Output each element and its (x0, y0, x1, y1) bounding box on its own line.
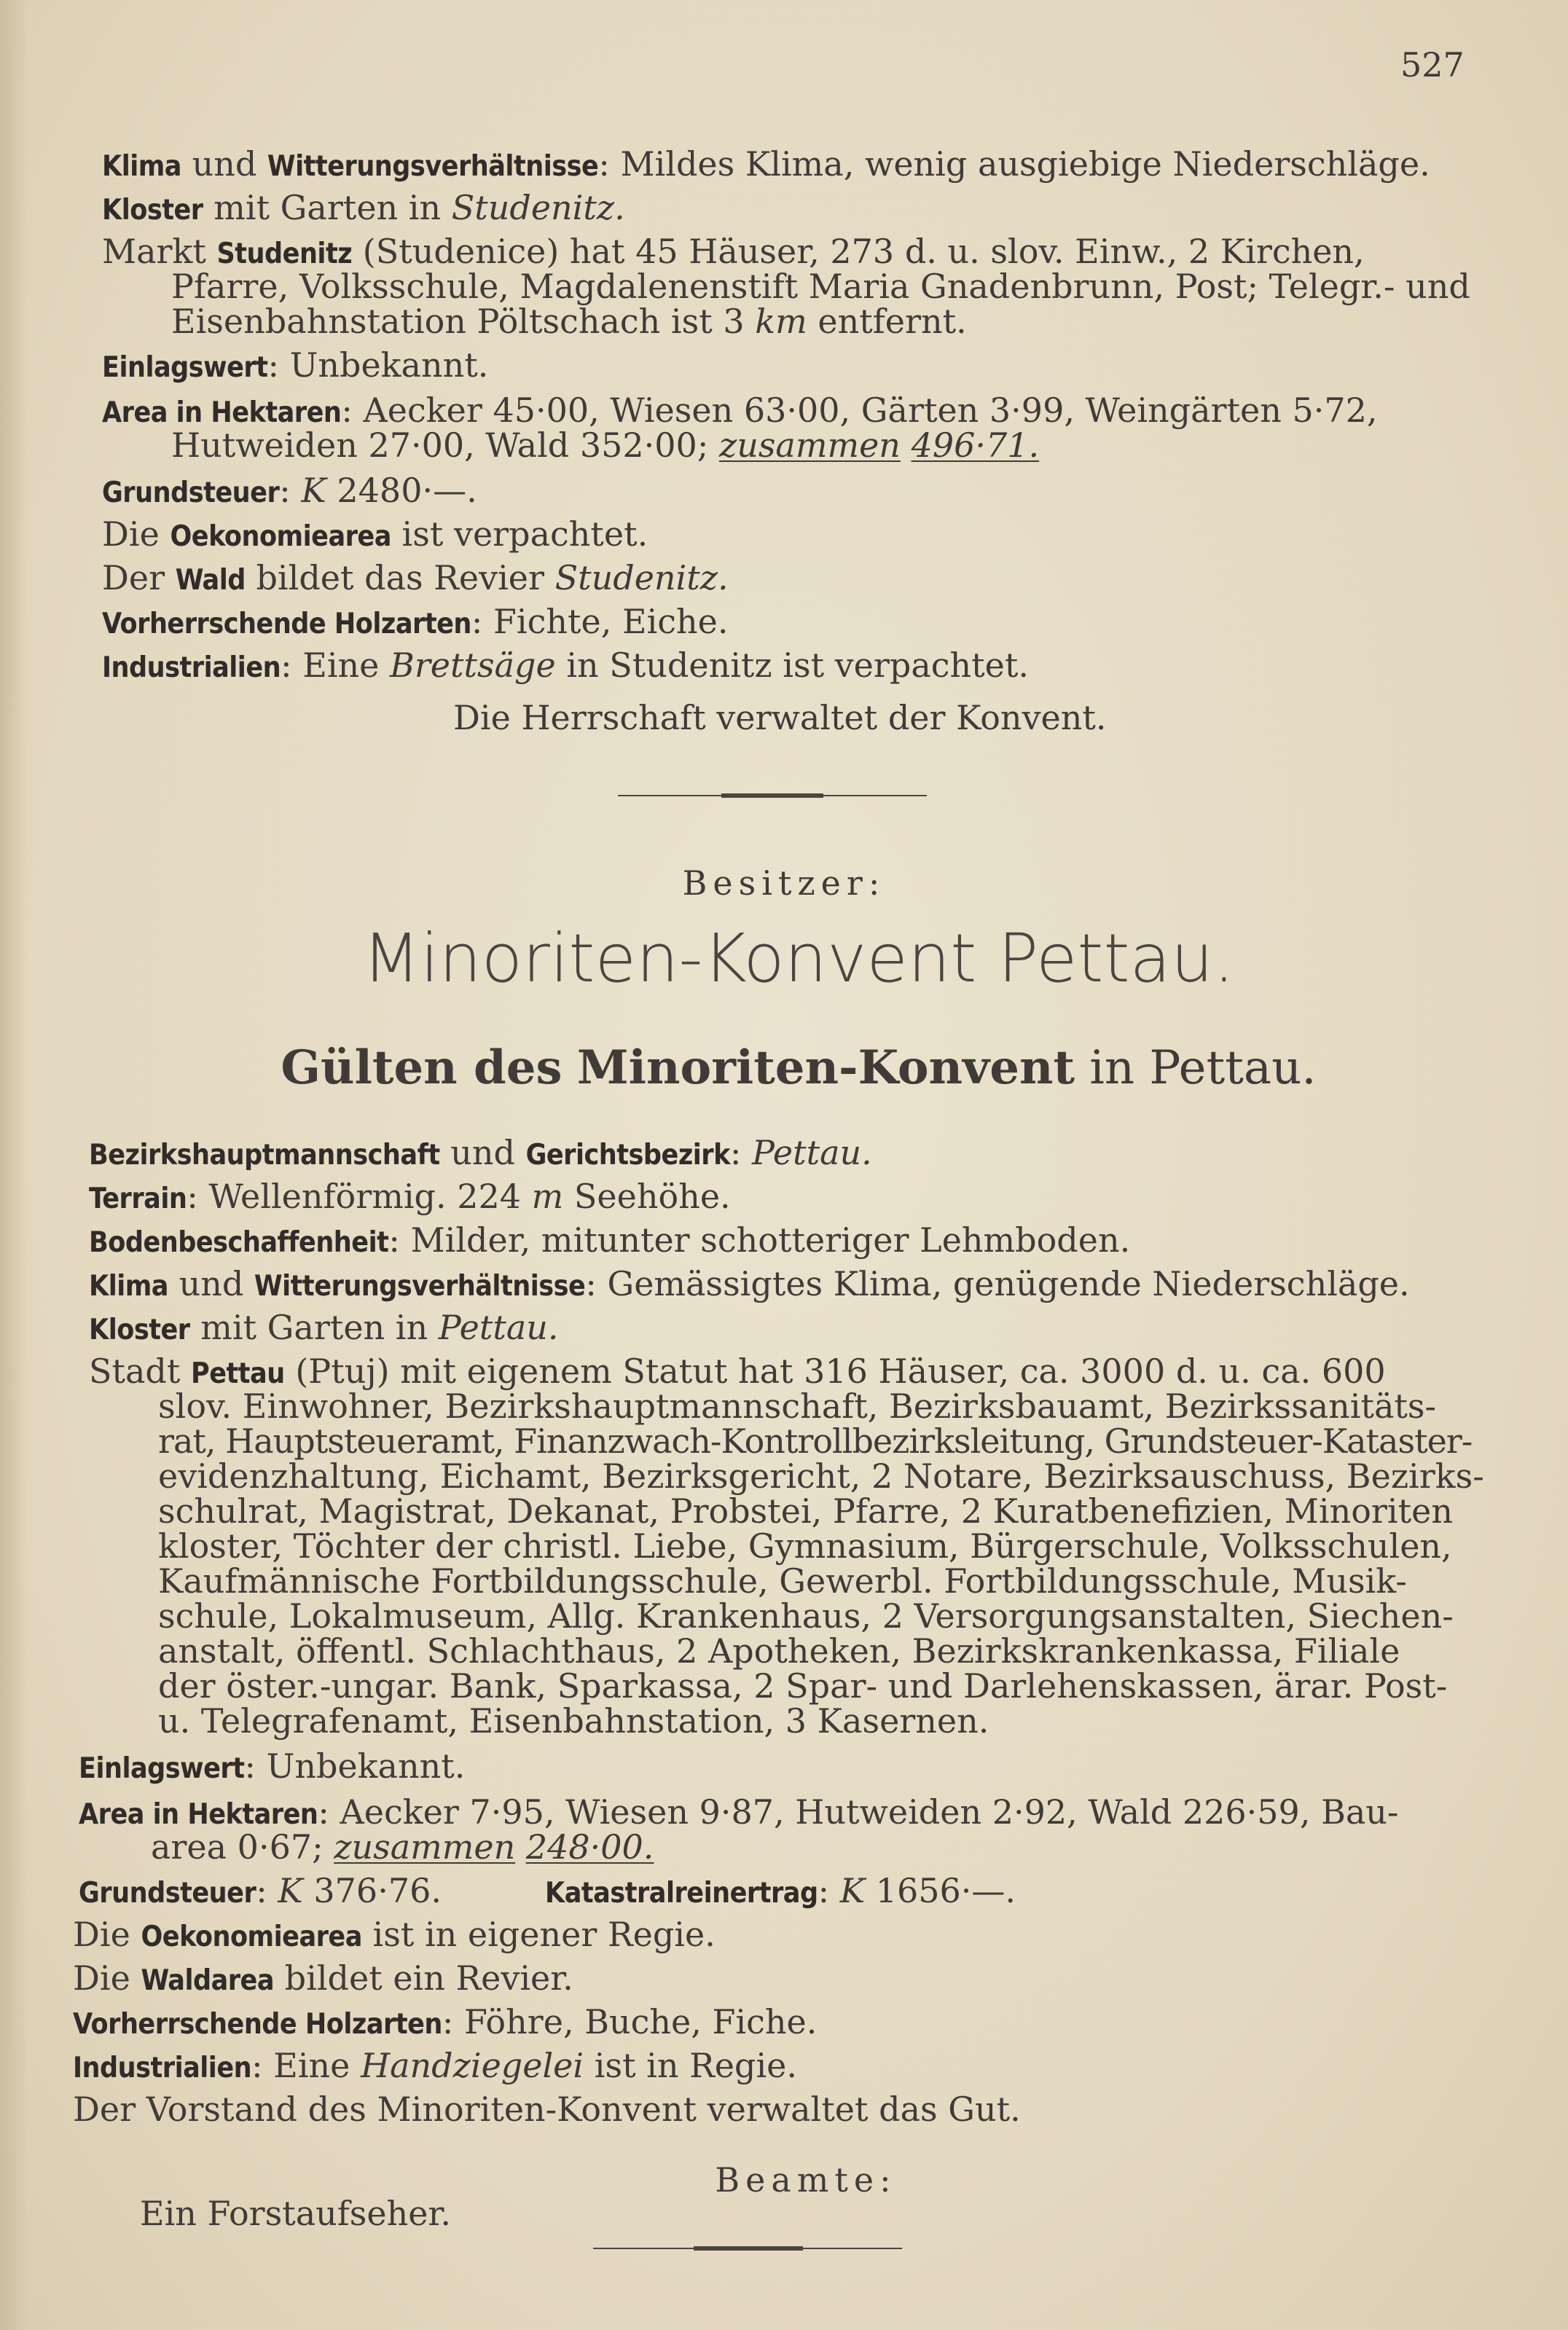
label-bodenbeschaffenheit: Bodenbeschaffenheit (89, 1226, 389, 1259)
s1-area-line-2: Hutweiden 27·00, Wald 352·00; zusammen 496·71. (171, 425, 1040, 465)
s2-area-line-2: area 0·67; zusammen 248·00. (151, 1827, 654, 1867)
label-bezirkshauptmannschaft: Bezirkshauptmannschaft (89, 1139, 440, 1172)
klima-text: Mildes Klima, wenig ausgiebige Niederschläge. (620, 144, 1430, 184)
label-waldarea: Waldarea (141, 1964, 275, 1997)
s1-kloster-line: Kloster mit Garten in Studenitz. (102, 188, 625, 227)
area-total: 496·71. (911, 425, 1040, 465)
label-grundsteuer: Grundsteuer (102, 476, 280, 509)
s2-oeko-line: Die Oekonomiearea ist in eigener Regie. (73, 1915, 716, 1954)
s1-wald-line: Der Wald bildet das Revier Studenitz. (102, 558, 729, 597)
s1-markt-line-1: Markt Studenitz (Studenice) hat 45 Häuser, 273 d. u. slov. Einw., 2 Kirchen, (102, 232, 1365, 271)
page-number: 527 (1400, 45, 1465, 85)
s1-einlagswert-line: Einlagswert: Unbekannt. (102, 345, 489, 385)
s2-stadt-line: rat, Hauptsteueramt, Finanzwach-Kontrollbezirksleitung, Grundsteuer-Kataster- (158, 1421, 1473, 1461)
s2-boden-line: Bodenbeschaffenheit: Milder, mitunter schotteriger Lehmboden. (89, 1220, 1131, 1260)
label-area: Area in Hektaren (102, 396, 342, 429)
s1-grundsteuer-line: Grundsteuer: K 2480·—. (102, 471, 477, 510)
s2-stadt-line-1: Stadt Pettau (Ptuj) mit eigenem Statut hat 316 Häuser, ca. 3000 d. u. ca. 600 (89, 1352, 1386, 1391)
label-industrialien: Industrialien (102, 651, 281, 684)
s2-stadt-line: Kaufmännische Fortbildungsschule, Gewerbl. Fortbildungsschule, Musik- (158, 1561, 1407, 1601)
section-divider-thick (694, 2246, 803, 2251)
label-katastralreinertrag: Katastralreinertrag (545, 1877, 818, 1910)
s2-closing: Der Vorstand des Minoriten-Konvent verwaltet das Gut. (73, 2090, 1021, 2129)
s1-closing: Die Herrschaft verwaltet der Konvent. (453, 698, 1107, 737)
s2-stadt-line: kloster, Töchter der christl. Liebe, Gymnasium, Bürgerschule, Volksschulen, (158, 1526, 1452, 1566)
label-wald: Wald (175, 564, 246, 597)
label-holzarten: Vorherrschende Holzarten (73, 2008, 442, 2041)
s1-klima-line: Klima und Witterungsverhältnisse: Mildes Klima, wenig ausgiebige Niederschläge. (102, 144, 1430, 184)
label-kloster: Kloster (102, 194, 203, 227)
beamte-text: Ein Forstaufseher. (140, 2194, 452, 2233)
s1-holz-line: Vorherrschende Holzarten: Fichte, Eiche. (102, 602, 729, 641)
label-terrain: Terrain (89, 1182, 187, 1215)
s1-markt-line-2: Pfarre, Volksschule, Magdalenenstift Maria Gnadenbrunn, Post; Telegr.- und (171, 267, 1470, 306)
s1-area-line-1: Area in Hektaren: Aecker 45·00, Wiesen 63·00, Gärten 3·99, Weingärten 5·72, (102, 391, 1378, 430)
s1-oeko-line: Die Oekonomiearea ist verpachtet. (102, 514, 648, 554)
s2-stadt-line: u. Telegrafenamt, Eisenbahnstation, 3 Kasernen. (158, 1701, 989, 1741)
label-oekonomiearea: Oekonomiearea (170, 520, 391, 553)
label-witterung: Witterungsverhältnisse (254, 1270, 586, 1303)
s2-stadt-line: schulrat, Magistrat, Dekanat, Probstei, Pfarre, 2 Kuratbenefizien, Minoriten (158, 1491, 1453, 1531)
label-klima: Klima (89, 1270, 168, 1303)
s2-stadt-line: slov. Einwohner, Bezirkshauptmannschaft, Bezirksbauamt, Bezirkssanitäts- (158, 1386, 1437, 1426)
owner-name: Minoriten-Konvent Pettau. (362, 919, 1235, 997)
s2-industrialien-line: Industrialien: Eine Handziegelei ist in Regie. (73, 2046, 797, 2085)
label-oekonomiearea: Oekonomiearea (141, 1921, 362, 1953)
s1-markt-line-3: Eisenbahnstation Pöltschach ist 3 km entfernt. (171, 302, 967, 341)
s1-industrialien-line: Industrialien: Eine Brettsäge in Studenitz ist verpachtet. (102, 646, 1029, 685)
label-kloster: Kloster (89, 1314, 190, 1346)
s2-katastral-line: Katastralreinertrag: K 1656·—. (545, 1871, 1016, 1910)
s2-einlagswert-line: Einlagswert: Unbekannt. (79, 1746, 466, 1786)
place-name: Studenitz. (451, 188, 625, 227)
label-witterung: Witterungsverhältnisse (267, 150, 599, 183)
label-industrialien: Industrialien (73, 2052, 252, 2084)
s2-wald-line: Die Waldarea bildet ein Revier. (73, 1958, 573, 1998)
label-holzarten: Vorherrschende Holzarten (102, 608, 471, 640)
label-area: Area in Hektaren (79, 1798, 318, 1831)
s2-bezirk-line: Bezirkshauptmannschaft und Gerichtsbezirk: Pettau. (89, 1133, 872, 1172)
s2-terrain-line: Terrain: Wellenförmig. 224 m Seehöhe. (89, 1177, 731, 1216)
page-edge-shadow (0, 0, 29, 2330)
beamte-label: Beamte: (715, 2160, 897, 2200)
currency-k: K (301, 471, 326, 510)
label-studenitz: Studenitz (216, 238, 353, 270)
s2-holz-line: Vorherrschende Holzarten: Föhre, Buche, Fiche. (73, 2002, 818, 2041)
s2-klima-line: Klima und Witterungsverhältnisse: Gemässigtes Klima, genügende Niederschläge. (89, 1264, 1410, 1303)
s2-area-line-1: Area in Hektaren: Aecker 7·95, Wiesen 9·87, Hutweiden 2·92, Wald 226·59, Bau- (79, 1792, 1399, 1832)
label-gerichtsbezirk: Gerichtsbezirk (525, 1139, 730, 1172)
label-klima: Klima (102, 150, 181, 183)
besitzer-label: Besitzer: (682, 863, 886, 903)
area-total: 248·00. (525, 1827, 654, 1867)
s2-stadt-line: evidenzhaltung, Eichamt, Bezirksgericht, 2 Notare, Bezirksauschuss, Bezirks- (158, 1456, 1484, 1496)
s2-stadt-line: anstalt, öffentl. Schlachthaus, 2 Apotheken, Bezirkskrankenkassa, Filiale (158, 1631, 1400, 1671)
currency-k: K (278, 1871, 303, 1910)
label-pettau: Pettau (190, 1357, 285, 1390)
section-heading: Gülten des Minoriten-Konvent in Pettau. (281, 1040, 1317, 1095)
s2-stadt-line: der öster.-ungar. Bank, Sparkassa, 2 Spar- und Darlehenskassen, ärar. Post- (158, 1666, 1448, 1706)
currency-k: K (839, 1871, 866, 1910)
label-einlagswert: Einlagswert (79, 1752, 245, 1785)
label-einlagswert: Einlagswert (102, 351, 268, 384)
label-grundsteuer: Grundsteuer (79, 1877, 256, 1910)
s2-grundsteuer-line: Grundsteuer: K 376·76. (79, 1871, 442, 1910)
s2-kloster-line: Kloster mit Garten in Pettau. (89, 1308, 559, 1347)
section-divider-thick (721, 793, 823, 798)
s2-stadt-line: schule, Lokalmuseum, Allg. Krankenhaus, 2 Versorgungsanstalten, Siechen- (158, 1596, 1454, 1636)
